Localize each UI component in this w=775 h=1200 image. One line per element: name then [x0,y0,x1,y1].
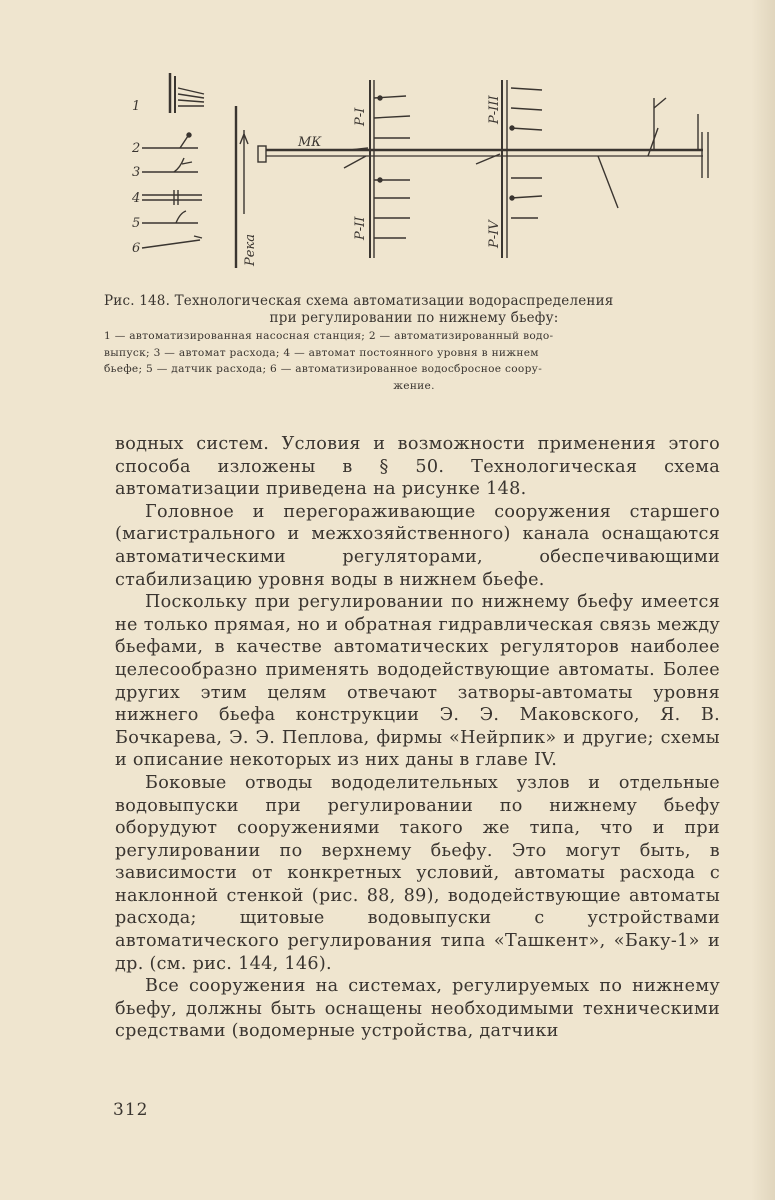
legend-number-5: 5 [132,216,141,231]
caption-legend-line-2: выпуск; 3 — автомат расхода; 4 — автомат постоянного уровня в нижнем [104,346,539,359]
river-label: Река [243,234,258,266]
paragraph-5: Все сооружения на системах, регулируемых по нижнему бьефу, должны быть оснащены необходимыми техническими средствами (водомерные устройства, датчики [115,976,720,1042]
legend-number-2: 2 [132,141,141,156]
legend-number-6: 6 [132,241,141,256]
paragraph-1: водных систем. Условия и возможности применения этого способа изложены в § 50. Технологическая схема автоматизации приведена на рисунке 148. [115,434,720,500]
legend-number-1: 1 [132,99,141,114]
branch-label-r-iv: Р-IV [487,220,502,248]
paragraph-4: Боковые отводы вододелительных узлов и отдельные водовыпуски при регулировании по нижнему бьефу оборудуют сооружениями такого же типа, что и при регулировании по верхнему бьефу. Это могут быть, в зависимости от конкретных условий, автоматы расхода с наклонной стенкой (рис. 88, 89), вододействующие автоматы расхода; щитовые водовыпуски с устройствами автоматического регулирования типа «Ташкент», «Баку-1» и др. (см. рис. 144, 146). [115,772,720,974]
right-outlets [598,98,698,208]
legend-numbers [131,99,140,256]
legend-symbol-flow-regulator [142,158,198,172]
branch-label-r-i: Р-I [353,107,368,126]
branch-r-iii [476,80,542,258]
legend-number-4: 4 [132,191,141,206]
figure-caption [104,293,724,393]
legend-number-3: 3 [132,165,141,180]
caption-legend-line-1: 1 — автоматизированная насосная станция; 2 — автоматизированный водо- [104,330,554,342]
main-canal [258,132,708,178]
branch-label-r-ii: Р-II [353,216,368,240]
legend-symbol-pump-station [170,73,204,113]
caption-legend-line-3: бьефе; 5 — датчик расхода; 6 — автоматизированное водосбросное соору- [104,363,543,375]
body-text [115,433,720,1043]
figure-148-scheme [118,68,718,280]
paragraph-3: Поскольку при регулировании по нижнему бьефу имеется не только прямая, но и обратная гидравлическая связь между бьефами, в качестве автоматических регуляторов наиболее целесообразно применять вододействующие автоматы. Более других этим целям отвечают затворы-автоматы уровня нижнего бьефа конструкции Э. Э. Маковского, Я. В. Бочкарева, Э. Э. Пеплова, фирмы «Нейрпик» и другие; схемы и описание некоторых из них даны в главе IV. [115,592,720,771]
caption-title-line-1: Рис. 148. Технологическая схема автоматизации водораспределения [104,293,614,309]
legend-symbol-spillway [142,236,202,248]
canal-label: МК [298,135,322,150]
paragraph-2: Головное и перегораживающие сооружения старшего (магистрального и межхозяйственного) канала оснащаются автоматическими регуляторами, обеспечивающими стабилизацию уровня воды в нижнем бьефе. [115,501,720,590]
scheme-diagram [118,68,718,280]
page-edge-shadow [751,0,775,1200]
legend-symbol-level-regulator [142,190,202,205]
caption-title-line-2: при регулировании по нижнему бьефу: [269,310,559,326]
caption-legend-line-4: жение. [393,379,435,392]
legend-symbol-flow-sensor [142,211,198,223]
page-number: 312 [113,1100,149,1120]
legend-symbol-outlet [142,133,198,148]
branch-label-r-iii: Р-III [487,95,502,124]
